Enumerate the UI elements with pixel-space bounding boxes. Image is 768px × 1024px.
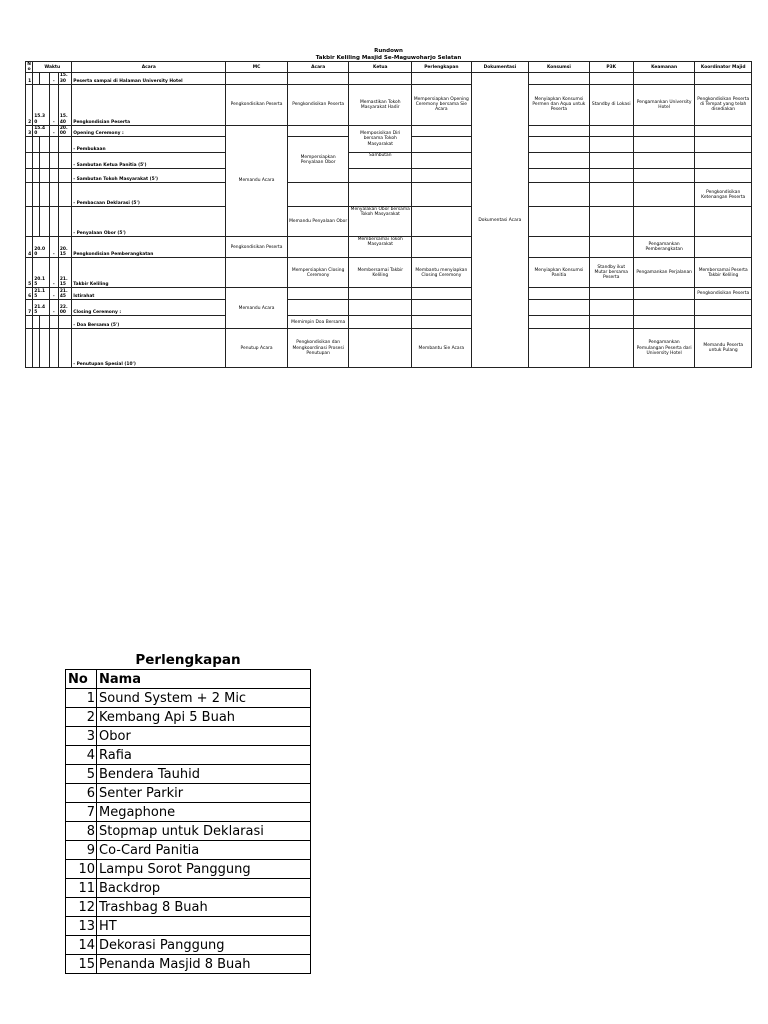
table-row	[66, 746, 311, 765]
row-acara: - Pembukaan	[72, 137, 226, 153]
cell-acara-sie: Pengkondisikan Peserta	[287, 84, 349, 125]
row-acara: - Doa Bersama (5')	[72, 316, 226, 329]
perlengkapan-table	[65, 669, 311, 974]
row-dash: -	[49, 84, 58, 125]
cell-keamanan: Pengamankan Perjalanan	[633, 258, 695, 288]
row-end: 22.00	[58, 300, 71, 316]
row-dash: -	[49, 73, 58, 84]
cell-p3k: Standby di Lokasi	[589, 84, 633, 125]
table-row	[26, 258, 752, 288]
item-nama: Co-Card Panitia	[97, 841, 311, 860]
row-start: 21.15	[33, 288, 49, 300]
table-row	[26, 300, 752, 316]
row-acara: Istirahat	[72, 288, 226, 300]
cell-dokumentasi: Dokumentasi Acara	[471, 73, 529, 368]
item-nama: Kembang Api 5 Buah	[97, 708, 311, 727]
cell-koordinator: Pengkondisikan Peserta di Tempat yang telah disediakan	[695, 84, 752, 125]
row-end: 20.00	[58, 125, 71, 136]
table-row	[26, 169, 752, 183]
row-start: 15.30	[33, 84, 49, 125]
row-acara: - Sambutan Ketua Panitia (5')	[72, 153, 226, 169]
header-no: No	[66, 670, 97, 689]
header-nama: Nama	[97, 670, 311, 689]
row-acara: - Pembacaan Deklarasi (5')	[72, 183, 226, 207]
cell-perlengkapan: Membantu menyiapkan Closing Ceremony	[412, 258, 472, 288]
row-start: 20.00	[33, 237, 49, 258]
row-end: 20.15	[58, 237, 71, 258]
table-row	[66, 765, 311, 784]
table-row	[26, 329, 752, 368]
cell-acara-sie: Mempersiapkan Closing Ceremony	[287, 258, 349, 288]
row-no: 2	[26, 84, 33, 125]
table-row	[66, 955, 311, 974]
row-acara: Takbir Keliling	[72, 258, 226, 288]
table-row	[66, 841, 311, 860]
cell-koordinator: Memandu Peserta untuk Pulang	[695, 329, 752, 368]
row-no: 3	[26, 125, 33, 136]
row-acara: - Penyalaan Obor (5')	[72, 207, 226, 237]
item-no: 3	[66, 727, 97, 746]
item-nama: Stopmap untuk Deklarasi	[97, 822, 311, 841]
table-row	[66, 898, 311, 917]
item-nama: Bendera Tauhid	[97, 765, 311, 784]
row-acara: Peserta sampai di Halaman University Hotel	[72, 73, 226, 84]
table-row	[66, 917, 311, 936]
row-acara: - Sambutan Tokoh Masyarakat (5')	[72, 169, 226, 183]
row-start: 15.40	[33, 125, 49, 136]
header-acara: Acara	[72, 62, 226, 73]
row-end: 21.15	[58, 258, 71, 288]
table-row	[26, 73, 752, 84]
item-no: 13	[66, 917, 97, 936]
row-end: 15.30	[58, 73, 71, 84]
row-no: 5	[26, 258, 33, 288]
row-end: 21.45	[58, 288, 71, 300]
row-start: 21.45	[33, 300, 49, 316]
cell-ketua: Menyalakan Obor bersama Tokoh Masyarakat	[349, 207, 412, 237]
item-no: 10	[66, 860, 97, 879]
rundown-table	[25, 61, 752, 368]
cell-mc: Penutup Acara	[226, 329, 288, 368]
cell-perlengkapan: Mempersiapkan Opening Ceremony bersama Sie Acara	[412, 84, 472, 125]
table-row	[66, 860, 311, 879]
row-start	[40, 73, 49, 84]
item-no: 15	[66, 955, 97, 974]
header-p3k: P3K	[589, 62, 633, 73]
header-acara-sie: Acara	[287, 62, 349, 73]
cell-perlengkapan: Membantu Sie Acara	[412, 329, 472, 368]
item-no: 4	[66, 746, 97, 765]
row-dash: -	[49, 300, 58, 316]
table-row	[26, 153, 752, 169]
cell-koordinator: Membersamai Peserta Takbir Keliling	[695, 258, 752, 288]
cell-koordinator: Pengkondisikan Ketenangan Peserta	[695, 183, 752, 207]
header-keamanan: Keamanan	[633, 62, 695, 73]
item-nama: Backdrop	[97, 879, 311, 898]
header-no: No	[27, 62, 31, 73]
header-mc: MC	[226, 62, 288, 73]
perlengkapan-header-row	[66, 670, 311, 689]
rundown-section	[25, 48, 752, 368]
table-row	[26, 84, 752, 125]
rundown-subtitle: Takbir Keliling Masjid Se-Maguwoharjo Selatan	[315, 54, 462, 61]
cell-ketua: Membersamai Takbir Keliling	[349, 258, 412, 288]
header-perlengkapan: Perlengkapan	[412, 62, 472, 73]
item-no: 12	[66, 898, 97, 917]
table-row	[66, 689, 311, 708]
item-no: 1	[66, 689, 97, 708]
table-row	[66, 879, 311, 898]
row-no: 4	[26, 237, 33, 258]
table-row	[26, 316, 752, 329]
cell-konsumsi: Menyiapkan Konsumsi Permen dan Aqua untuk Peserta	[529, 84, 590, 125]
table-row	[26, 207, 752, 237]
cell-acara-sie: Pengkondisikan dan Mengkoordinasi Prosesi Penutupan	[287, 329, 349, 368]
row-acara: Closing Ceremony :	[72, 300, 226, 316]
cell-keamanan: Pengamankan University Hotel	[633, 84, 695, 125]
item-nama: Lampu Sorot Panggung	[97, 860, 311, 879]
table-row	[66, 784, 311, 803]
item-no: 11	[66, 879, 97, 898]
cell-mc-closing: Memandu Acara	[226, 288, 288, 329]
item-nama: Rafia	[97, 746, 311, 765]
row-no: 6	[26, 288, 33, 300]
cell-p3k: Standby ikut Mutar bersama Peserta	[589, 258, 633, 288]
header-koordinator: Koordinator Majid	[695, 62, 752, 73]
item-no: 8	[66, 822, 97, 841]
cell-acara-sie: Memimpin Doa Bersama	[287, 316, 349, 329]
table-row	[26, 237, 752, 258]
cell-acara-sie-opening: Mempersiapkan Penyalaan Obor	[287, 137, 349, 183]
cell-mc: Pengkondisikan Peserta	[226, 84, 288, 125]
table-row	[66, 708, 311, 727]
row-end: 15.40	[58, 84, 71, 125]
table-row	[26, 183, 752, 207]
rundown-title: Rundown	[374, 48, 403, 54]
header-ketua: Ketua	[349, 62, 412, 73]
row-acara: Pengkondisian Pemberangkatan	[72, 237, 226, 258]
cell-konsumsi: Menyiapkan Konsumsi Panitia	[529, 258, 590, 288]
table-row	[66, 936, 311, 955]
table-row	[26, 288, 752, 300]
table-row	[66, 727, 311, 746]
header-konsumsi: Konsumsi	[529, 62, 590, 73]
perlengkapan-section	[65, 652, 310, 974]
row-dash: -	[49, 288, 58, 300]
header-waktu: Waktu	[33, 62, 72, 73]
item-no: 5	[66, 765, 97, 784]
table-row	[66, 822, 311, 841]
row-acara: Opening Ceremony :	[72, 125, 226, 136]
table-row	[26, 125, 752, 136]
row-acara: - Penutupan Spesial (10')	[72, 329, 226, 368]
item-nama: Sound System + 2 Mic	[97, 689, 311, 708]
item-no: 9	[66, 841, 97, 860]
rundown-header-row	[26, 62, 752, 73]
item-nama: Megaphone	[97, 803, 311, 822]
item-nama: Senter Parkir	[97, 784, 311, 803]
cell-koordinator: Pengkondisikan Peserta	[695, 288, 752, 300]
header-dokumentasi: Dokumentasi	[471, 62, 529, 73]
cell-keamanan: Pengamankan Pemberangkatan	[633, 237, 695, 258]
row-dash: -	[49, 237, 58, 258]
item-no: 2	[66, 708, 97, 727]
cell-ketua: Sambutan	[349, 153, 412, 169]
row-start: 20.15	[33, 258, 49, 288]
perlengkapan-title: Perlengkapan	[135, 652, 241, 668]
row-pad	[33, 73, 40, 84]
item-no: 14	[66, 936, 97, 955]
item-nama: Trashbag 8 Buah	[97, 898, 311, 917]
item-nama: Dekorasi Panggung	[97, 936, 311, 955]
row-dash: -	[49, 258, 58, 288]
item-nama: Obor	[97, 727, 311, 746]
table-row	[66, 803, 311, 822]
row-dash: -	[49, 125, 58, 136]
cell-mc-opening: Memandu Acara	[226, 125, 288, 236]
cell-mc: Pengkondisikan Peserta	[226, 237, 288, 258]
item-no: 6	[66, 784, 97, 803]
item-nama: Penanda Masjid 8 Buah	[97, 955, 311, 974]
row-no: 1	[26, 73, 33, 84]
item-nama: HT	[97, 917, 311, 936]
cell-ketua: Membersamai Tokoh Masyarakat	[349, 237, 412, 258]
row-no: 7	[26, 300, 33, 316]
cell-acara-sie: Memandu Penyalaan Obor	[287, 207, 349, 237]
perlengkapan-body	[66, 689, 311, 974]
item-no: 7	[66, 803, 97, 822]
row-acara: Pengkondisian Peserta	[72, 84, 226, 125]
cell-ketua: Memastikan Tokoh Masyarakat Hadir	[349, 84, 412, 125]
cell-keamanan: Pengamankan Pemulangan Peserta dari University Hotel	[633, 329, 695, 368]
cell-ketua: Memposisikan Diri bersama Tokoh Masyarakat	[349, 125, 412, 152]
